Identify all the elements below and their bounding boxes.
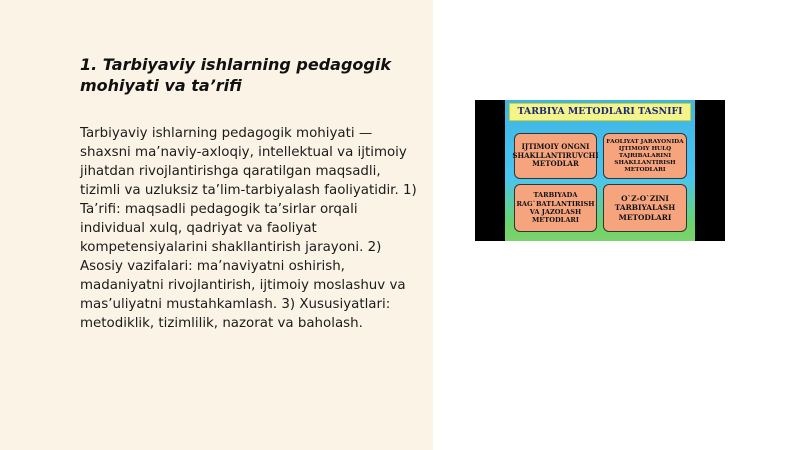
- method-card-encouragement-punishment: TARBIYADA RAG`BATLANTIRISH VA JAZOLASH METODLARI: [514, 184, 597, 232]
- method-card-self-education: O`Z-O`ZINI TARBIYALASH METODLARI: [603, 184, 687, 232]
- methods-classification-image: [475, 100, 725, 241]
- slide-body-text: Tarbiyaviy ishlarning pedagogik mohiyati — shaxsni ma’naviy-axloqiy, intellektual va ijtimoiy jihatdan rivojlantirishga qaratilgan maqsadli, tizimli va uzluksiz ta’lim-tarbiyalash faoliyatidir. 1) Ta’rifi: maqsadli pedagogik ta’sirlar orqali individual xulq, qadriyat va faoliyat kompetensiyalarini shakllantirish jarayoni. 2) Asosiy vazifalari: ma’naviyatni oshirish, madaniyatni rivojlantirish, ijtimoiy moslashuv va mas’uliyatni mustahkamlash. 3) Xususiyatlari: metodiklik, tizimlilik, nazorat va baholash.: [80, 126, 417, 331]
- slide-title: 1. Tarbiyaviy ishlarning pedagogik mohiyati va ta’rifi: [80, 55, 391, 95]
- image-background: [505, 100, 695, 241]
- method-card-activity-behavior: FAOLIYAT JARAYONIDA IJTIMOIY HULQ TAJRIBALARINI SHAKLLANTIRISH METODLARI: [603, 133, 687, 179]
- method-card-social-consciousness: IJTIMOIY ONGNI SHAKLLANTIRUVCHI METODLAR: [514, 133, 597, 179]
- image-title: TARBIYA METODLARI TASNIFI: [509, 103, 691, 121]
